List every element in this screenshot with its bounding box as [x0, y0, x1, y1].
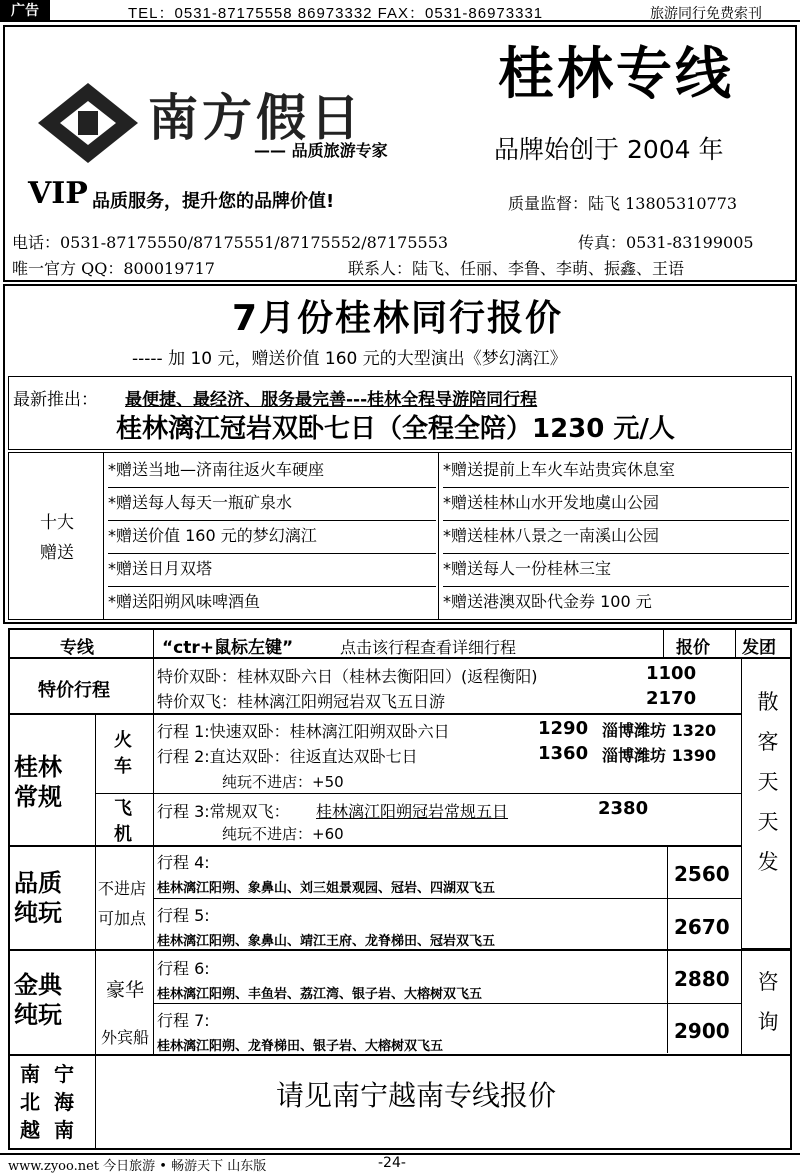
route-4-title: 行程 4:: [157, 853, 210, 872]
vip-label: VIP: [28, 176, 88, 211]
route-5-title: 行程 5:: [157, 906, 210, 925]
route-5[interactable]: 桂林漓江阳朔、象鼻山、靖江王府、龙脊梯田、冠岩双飞五: [157, 934, 496, 949]
header-hint-rest: 点击该行程查看详细行程: [340, 638, 517, 657]
regular-sub-divider: [153, 714, 154, 846]
regular-bottom: [8, 845, 742, 847]
gifts-right-list: [443, 455, 789, 620]
gift-item: *赠送当地—济南往返火车硬座: [108, 455, 436, 488]
gift-item: *赠送每人一份桂林三宝: [443, 554, 789, 587]
regular-label-divider: [95, 714, 96, 846]
quality-bottom: [8, 949, 792, 951]
contacts-line: 联系人：陆飞、任丽、李鲁、李萌、振鑫、王语: [348, 259, 685, 278]
train-label-line1: 火: [114, 730, 132, 751]
route-1-price: 1290: [538, 718, 589, 739]
route-3-note: 纯玩不进店：+60: [222, 825, 344, 843]
new-text: 最便捷、最经济、服务最完善---桂林全程导游陪同行程: [125, 390, 538, 410]
supervision: 质量监督：陆飞 13805310773: [508, 194, 738, 213]
south-char: 越: [20, 1118, 40, 1142]
depart-char: 天: [757, 770, 779, 794]
south-char: 海: [54, 1090, 74, 1114]
fax-line: 传真：0531-83199005: [578, 233, 754, 252]
special-label-divider: [153, 658, 154, 714]
classic-label-line1: 金典: [14, 971, 62, 999]
route-4[interactable]: 桂林漓江阳朔、象鼻山、刘三姐景观园、冠岩、四湖双飞五: [157, 881, 496, 896]
regular-label-line2: 常规: [14, 783, 62, 811]
promo-headline: 7月份桂林同行报价: [232, 298, 564, 339]
south-char: 宁: [54, 1062, 74, 1086]
route-6[interactable]: 桂林漓江阳朔、丰鱼岩、荔江湾、银子岩、大榕树双飞五: [157, 987, 483, 1002]
regular-label: [14, 752, 62, 812]
route-6-title: 行程 6:: [157, 959, 210, 978]
logo-mark-icon: [38, 83, 138, 163]
quality-sub: [98, 874, 146, 934]
gift-item: *赠送阳朔风味啤酒鱼: [108, 592, 261, 611]
depart-char: 客: [757, 730, 779, 754]
route-2-note: 纯玩不进店：+50: [222, 773, 344, 791]
quality-label-line1: 品质: [14, 869, 62, 897]
ad-tag: 广告: [0, 0, 50, 22]
south-char: 南: [20, 1062, 40, 1086]
classic-label-divider: [95, 951, 96, 1054]
route-2-price: 1360: [538, 743, 589, 764]
phone-line: 电话：0531-87175550/87175551/87175552/87175553: [12, 233, 449, 252]
regular-train-bottom: [95, 793, 742, 794]
route-1[interactable]: 行程 1:快速双卧：桂林漓江阳朔双卧六日: [157, 722, 450, 741]
south-col2: [54, 1060, 74, 1144]
quality-label-divider: [95, 846, 96, 950]
logo-slogan: —— 品质旅游专家: [254, 141, 388, 160]
depart-char: 散: [757, 690, 779, 714]
special-label: 特价行程: [38, 680, 110, 701]
gift-item: *赠送每人每天一瓶矿泉水: [108, 488, 436, 521]
south-route-link[interactable]: 请见南宁越南专线报价: [276, 1079, 557, 1112]
footer-site: www.zyoo.net 今日旅游 • 畅游天下 山东版: [8, 1159, 267, 1174]
consult-char: 咨: [757, 970, 779, 994]
gift-item: *赠送港澳双卧代金券 100 元: [443, 592, 652, 611]
south-col1: [20, 1060, 40, 1144]
depart-daily: [748, 682, 788, 882]
route-3[interactable]: 桂林漓江阳朔冠岩常规五日: [316, 802, 509, 821]
qq-line: 唯一官方 QQ：800019717: [12, 259, 215, 278]
route-7-price: 2900: [674, 1019, 730, 1043]
gifts-label-line1: 十大: [40, 513, 74, 533]
promo-subline: ----- 加 10 元，赠送价值 160 元的大型演出《梦幻漓江》: [132, 349, 567, 369]
gifts-divider-mid: [438, 452, 439, 620]
train-label-line2: 车: [114, 756, 132, 777]
header-depart-col: 发团: [742, 638, 776, 658]
south-label-divider: [95, 1056, 96, 1150]
depart-col-divider: [741, 658, 742, 1055]
col-divider-header-2: [663, 628, 664, 658]
quality-sub-line2: 可加点: [98, 909, 147, 928]
tagline: 旅游同行免费索刊: [650, 6, 762, 22]
gift-item: *赠送桂林山水开发地虞山公园: [443, 488, 789, 521]
gifts-label-line2: 赠送: [40, 543, 74, 563]
page-number: -24-: [378, 1155, 406, 1171]
classic-label-line2: 纯玩: [14, 1001, 62, 1029]
featured-route-link[interactable]: 桂林漓江冠岩双卧七日（全程全陪）1230 元/人: [116, 414, 675, 444]
route-3-prefix: 行程 3:常规双飞：: [157, 802, 290, 821]
special-row-1[interactable]: 特价双卧：桂林双卧六日（桂林去衡阳回）(返程衡阳): [157, 667, 538, 686]
route-5-price: 2670: [674, 915, 730, 939]
quality-mid: [153, 898, 742, 899]
special-row-bottom: [8, 713, 742, 715]
gift-item: *赠送桂林八景之一南溪山公园: [443, 521, 789, 554]
gift-item: *赠送价值 160 元的梦幻漓江: [108, 521, 436, 554]
special-row-2[interactable]: 特价双飞：桂林漓江阳朔冠岩双飞五日游: [157, 692, 446, 711]
route-2[interactable]: 行程 2:直达双卧：往返直达双卧七日: [157, 747, 418, 766]
gifts-left-list: [108, 455, 436, 620]
quality-sub-line1: 不进店: [98, 879, 147, 898]
route-1-alt-price: 淄博潍坊 1320: [602, 721, 717, 740]
plane-label: [114, 796, 132, 848]
special-row-1-price: 1100: [646, 663, 697, 684]
quality-label-line2: 纯玩: [14, 899, 62, 927]
south-char: 南: [54, 1118, 74, 1142]
founded-text: 品牌始创于 2004 年: [494, 135, 724, 164]
gift-item: *赠送提前上车火车站贵宾休息室: [443, 455, 789, 488]
header-line-col: 专线: [60, 638, 94, 658]
consult-char: 询: [757, 1010, 779, 1034]
route-2-alt-price: 淄博潍坊 1390: [602, 746, 717, 765]
depart-char: 发: [757, 850, 779, 874]
logo: [38, 78, 478, 168]
route-6-price: 2880: [674, 967, 730, 991]
plane-label-line2: 机: [114, 824, 132, 845]
classic-bottom: [8, 1054, 792, 1056]
header-price-col: 报价: [676, 638, 710, 658]
route-7[interactable]: 桂林漓江阳朔、龙脊梯田、银子岩、大榕树双飞五: [157, 1039, 444, 1054]
classic-sub-line1: 豪华: [105, 979, 144, 1001]
header-hint-quoted: “ctr+鼠标左键”: [162, 638, 294, 658]
classic-label: [14, 970, 62, 1030]
page-title: 桂林专线: [498, 42, 734, 107]
col-divider-header-1: [153, 628, 154, 658]
logo-name: 南方假日: [148, 89, 364, 147]
route-7-title: 行程 7:: [157, 1011, 210, 1030]
consult-label: [748, 962, 788, 1042]
classic-mid: [153, 1003, 742, 1004]
regular-label-line1: 桂林: [14, 753, 62, 781]
gifts-divider-label: [103, 452, 104, 620]
top-bar: [0, 0, 800, 22]
col-divider-header-3: [735, 628, 736, 658]
vip-text: 品质服务，提升您的品牌价值!: [92, 191, 335, 212]
classic-sub-line2: 外宾船: [100, 1028, 149, 1047]
route-4-price: 2560: [674, 862, 730, 886]
route-3-price: 2380: [598, 798, 649, 819]
new-label: 最新推出：: [13, 390, 98, 410]
south-char: 北: [20, 1090, 40, 1114]
plane-label-line1: 飞: [114, 798, 132, 819]
train-label: [114, 728, 132, 780]
contact-line: TEL：0531-87175558 86973332 FAX：0531-86973331: [128, 5, 544, 22]
gift-item: *赠送日月双塔: [108, 554, 436, 587]
gifts-label: [30, 508, 84, 568]
classic-sub: [98, 966, 152, 1062]
quality-label: [14, 868, 62, 928]
depart-char: 天: [757, 810, 779, 834]
special-row-2-price: 2170: [646, 688, 697, 709]
